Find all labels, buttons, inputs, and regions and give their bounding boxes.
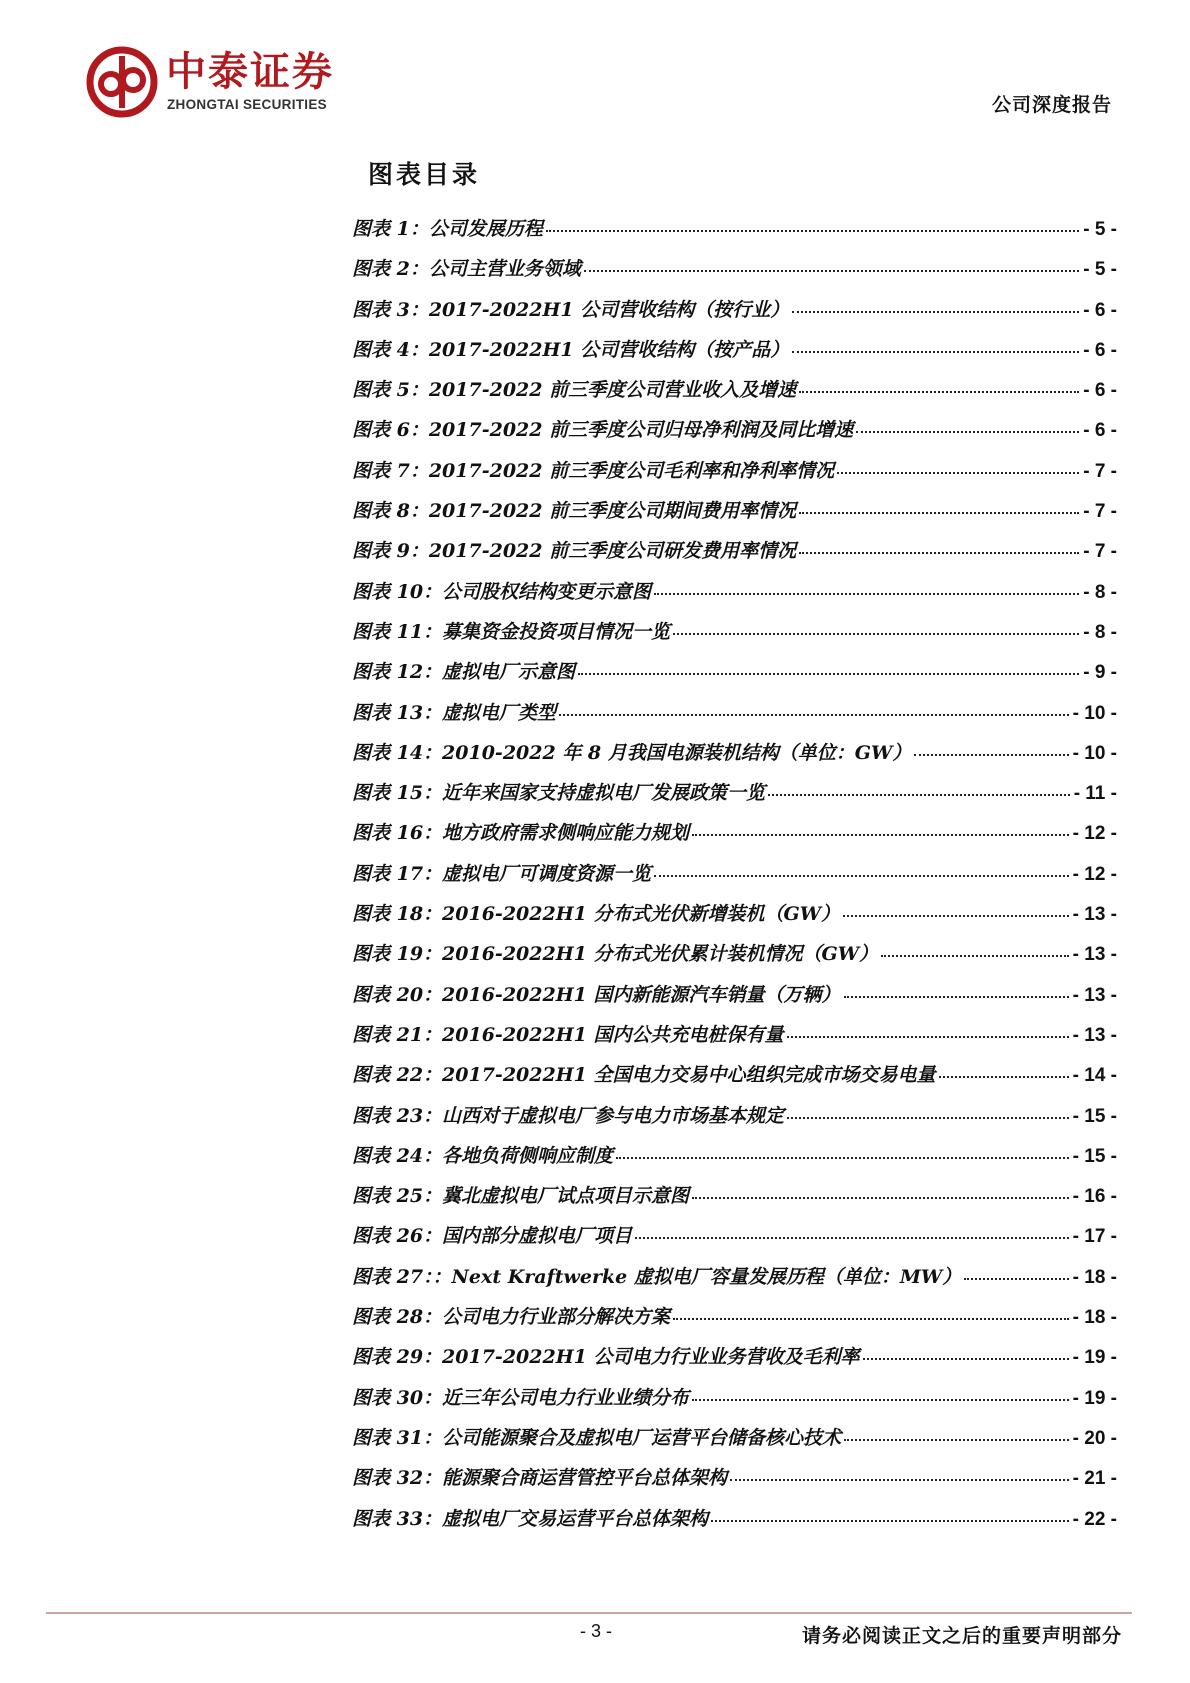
toc-entry-label[interactable]: 图表 21：2016-2022H1 国内公共充电桩保有量	[352, 1023, 784, 1046]
toc-entry[interactable]	[352, 1221, 1117, 1261]
toc-entry-page[interactable]: - 6 -	[1083, 339, 1117, 361]
toc-entry-label[interactable]: 图表 11：募集资金投资项目情况一览	[352, 620, 671, 643]
toc-entry[interactable]	[352, 899, 1117, 939]
toc-entry-label[interactable]: 图表 17：虚拟电厂可调度资源一览	[352, 862, 652, 885]
toc-entry[interactable]	[352, 1141, 1117, 1181]
toc-dot-leader	[792, 351, 1079, 353]
toc-entry[interactable]	[352, 1504, 1117, 1544]
toc-entry-page[interactable]: - 7 -	[1083, 541, 1117, 563]
toc-dot-leader	[673, 633, 1079, 635]
toc-dot-leader	[578, 673, 1079, 675]
toc-entry[interactable]	[352, 617, 1117, 657]
toc-entry-page[interactable]: - 6 -	[1083, 299, 1117, 321]
toc-entry-label[interactable]: 图表 15：近年来国家支持虚拟电厂发展政策一览	[352, 782, 766, 805]
toc-entry-page[interactable]: - 6 -	[1083, 380, 1117, 402]
toc-entry-page[interactable]: - 10 -	[1072, 742, 1117, 764]
toc-entry-page[interactable]: - 10 -	[1072, 702, 1117, 724]
toc-entry[interactable]	[352, 657, 1117, 697]
toc-dot-leader	[768, 794, 1070, 796]
brand-name-en: ZHONGTAI SECURITIES	[167, 97, 327, 112]
toc-entry-page[interactable]: - 13 -	[1072, 904, 1117, 926]
toc-entry-page[interactable]: - 6 -	[1083, 420, 1117, 442]
toc-entry-page[interactable]: - 16 -	[1072, 1186, 1117, 1208]
toc-entry[interactable]	[352, 1463, 1117, 1503]
toc-entry-page[interactable]: - 11 -	[1073, 783, 1117, 805]
toc-entry-label[interactable]: 图表 30：近三年公司电力行业业绩分布	[352, 1386, 690, 1409]
toc-entry-label[interactable]: 图表 24：各地负荷侧响应制度	[352, 1144, 614, 1167]
toc-dot-leader	[799, 552, 1079, 554]
toc-entry-label[interactable]: 图表 16：地方政府需求侧响应能力规划	[352, 822, 690, 845]
toc-dot-leader	[692, 1399, 1069, 1401]
toc-entry-label[interactable]: 图表 3：2017-2022H1 公司营收结构（按行业）	[352, 298, 790, 321]
toc-entry-page[interactable]: - 13 -	[1072, 984, 1117, 1006]
page-header	[0, 0, 1190, 130]
toc-entry-page[interactable]: - 12 -	[1072, 863, 1117, 885]
toc-entry-page[interactable]: - 17 -	[1072, 1226, 1117, 1248]
toc-entry-label[interactable]: 图表 12：虚拟电厂示意图	[352, 661, 576, 684]
toc-dot-leader	[546, 230, 1079, 232]
toc-entry-page[interactable]: - 14 -	[1072, 1065, 1117, 1087]
toc-title: 图表目录	[368, 160, 481, 189]
toc-entry[interactable]	[352, 375, 1117, 415]
toc-entry-page[interactable]: - 8 -	[1083, 621, 1117, 643]
toc-entry-page[interactable]: - 12 -	[1072, 823, 1117, 845]
toc-entry[interactable]	[352, 1020, 1117, 1060]
toc-entry-label[interactable]: 图表 28：公司电力行业部分解决方案	[352, 1306, 671, 1329]
toc-entry[interactable]	[352, 1342, 1117, 1382]
toc-dot-leader	[673, 1318, 1069, 1320]
toc-entry-label[interactable]: 图表 23：山西对于虚拟电厂参与电力市场基本规定	[352, 1104, 785, 1127]
toc-entry-label[interactable]: 图表 10：公司股权结构变更示意图	[352, 580, 652, 603]
toc-entry-label[interactable]: 图表 29：2017-2022H1 公司电力行业业务营收及毛利率	[352, 1346, 860, 1369]
toc-entry-label[interactable]: 图表 22：2017-2022H1 全国电力交易中心组织完成市场交易电量	[352, 1064, 936, 1087]
toc-entry-page[interactable]: - 8 -	[1083, 581, 1117, 603]
toc-entry-label[interactable]: 图表 5：2017-2022 前三季度公司营业收入及增速	[352, 379, 797, 402]
toc-entry[interactable]	[352, 980, 1117, 1020]
toc-entry-label[interactable]: 图表 26：国内部分虚拟电厂项目	[352, 1225, 633, 1248]
toc-entry-label[interactable]: 图表 13：虚拟电厂类型	[352, 701, 557, 724]
toc-dot-leader	[616, 1157, 1069, 1159]
toc-entry-page[interactable]: - 18 -	[1072, 1266, 1117, 1288]
toc-dot-leader	[654, 593, 1079, 595]
page-number: - 3 -	[580, 1621, 613, 1641]
toc-entry[interactable]	[352, 214, 1117, 254]
brand-name-cn: 中泰证券	[166, 49, 334, 95]
toc-entry[interactable]	[352, 1302, 1117, 1342]
footer-divider	[46, 1612, 1132, 1614]
toc-entry-page[interactable]: - 22 -	[1072, 1508, 1117, 1530]
toc-dot-leader	[881, 955, 1069, 957]
toc-entry-page[interactable]: - 18 -	[1072, 1307, 1117, 1329]
toc-dot-leader	[914, 754, 1068, 756]
toc-dot-leader	[730, 1479, 1069, 1481]
toc-dot-leader	[559, 714, 1069, 716]
toc-entry-label[interactable]: 图表 25：冀北虚拟电厂试点项目示意图	[352, 1185, 690, 1208]
toc-dot-leader	[844, 1439, 1069, 1441]
toc-entry[interactable]	[352, 536, 1117, 576]
toc-entry-page[interactable]: - 5 -	[1083, 259, 1117, 281]
toc-entry[interactable]	[352, 939, 1117, 979]
toc-entry[interactable]	[352, 1181, 1117, 1221]
toc-entry-page[interactable]: - 7 -	[1083, 501, 1117, 523]
toc-entry-label[interactable]: 图表 4：2017-2022H1 公司营收结构（按产品）	[352, 338, 790, 361]
toc-dot-leader	[856, 431, 1079, 433]
toc-dot-leader	[799, 512, 1079, 514]
footer-disclaimer: 请务必阅读正文之后的重要声明部分	[801, 1625, 1122, 1647]
toc-entry[interactable]	[352, 415, 1117, 455]
toc-entry-page[interactable]: - 7 -	[1083, 460, 1117, 482]
toc-entry[interactable]	[352, 254, 1117, 294]
toc-dot-leader	[939, 1076, 1069, 1078]
zhongtai-logo-icon	[86, 46, 158, 118]
toc-entry-page[interactable]: - 15 -	[1072, 1145, 1117, 1167]
toc-list	[352, 214, 1117, 1544]
toc-entry[interactable]	[352, 1262, 1117, 1302]
toc-entry-label[interactable]: 图表 31：公司能源聚合及虚拟电厂运营平台储备核心技术	[352, 1426, 842, 1449]
toc-dot-leader	[654, 875, 1069, 877]
toc-dot-leader	[799, 391, 1079, 393]
toc-dot-leader	[692, 1197, 1069, 1199]
toc-dot-leader	[584, 270, 1079, 272]
toc-dot-leader	[863, 1358, 1069, 1360]
toc-entry[interactable]	[352, 577, 1117, 617]
toc-dot-leader	[964, 1278, 1068, 1280]
toc-entry[interactable]	[352, 1060, 1117, 1100]
toc-entry[interactable]	[352, 456, 1117, 496]
toc-dot-leader	[792, 311, 1079, 313]
toc-entry[interactable]	[352, 1101, 1117, 1141]
toc-entry-page[interactable]: - 13 -	[1072, 944, 1117, 966]
toc-entry-label[interactable]: 图表 9：2017-2022 前三季度公司研发费用率情况	[352, 540, 797, 563]
toc-dot-leader	[787, 1036, 1069, 1038]
toc-dot-leader	[635, 1237, 1069, 1239]
toc-entry-page[interactable]: - 15 -	[1072, 1105, 1117, 1127]
toc-entry-page[interactable]: - 5 -	[1083, 219, 1117, 240]
toc-dot-leader	[844, 996, 1069, 998]
toc-entry-label[interactable]: 图表 1：公司发展历程	[352, 218, 543, 240]
toc-entry-page[interactable]: - 21 -	[1072, 1468, 1117, 1490]
toc-entry-label[interactable]: 图表 32：能源聚合商运营管控平台总体架构	[352, 1467, 728, 1490]
toc-dot-leader	[692, 834, 1069, 836]
toc-entry-label[interactable]: 图表 7：2017-2022 前三季度公司毛利率和净利率情况	[352, 459, 835, 482]
toc-entry-label[interactable]: 图表 19：2016-2022H1 分布式光伏累计装机情况（GW）	[352, 943, 879, 966]
toc-entry[interactable]	[352, 295, 1117, 335]
toc-entry[interactable]	[352, 1423, 1117, 1463]
toc-entry-label[interactable]: 图表 6：2017-2022 前三季度公司归母净利润及同比增速	[352, 419, 854, 442]
toc-entry-label[interactable]: 图表 14：2010-2022 年 8 月我国电源装机结构（单位：GW）	[352, 741, 912, 764]
toc-entry-page[interactable]: - 13 -	[1072, 1024, 1117, 1046]
toc-entry[interactable]	[352, 1383, 1117, 1423]
toc-entry-page[interactable]: - 19 -	[1072, 1347, 1117, 1369]
toc-dot-leader	[843, 915, 1069, 917]
toc-entry[interactable]	[352, 738, 1117, 778]
toc-entry-page[interactable]: - 9 -	[1083, 662, 1117, 684]
toc-entry-label[interactable]: 图表 18：2016-2022H1 分布式光伏新增装机（GW）	[352, 903, 841, 926]
toc-entry-label[interactable]: 图表 20：2016-2022H1 国内新能源汽车销量（万辆）	[352, 983, 841, 1006]
toc-entry[interactable]	[352, 335, 1117, 375]
toc-entry-label[interactable]: 图表 27：：Next Kraftwerke 虚拟电厂容量发展历程（单位：MW）	[352, 1265, 962, 1288]
toc-entry[interactable]	[352, 818, 1117, 858]
toc-entry-label[interactable]: 图表 2：公司主营业务领域	[352, 258, 581, 281]
toc-entry-label[interactable]: 图表 33：虚拟电厂交易运营平台总体架构	[352, 1507, 709, 1530]
toc-dot-leader	[711, 1520, 1069, 1522]
toc-entry[interactable]	[352, 698, 1117, 738]
toc-entry[interactable]	[352, 859, 1117, 899]
toc-entry-page[interactable]: - 19 -	[1072, 1387, 1117, 1409]
toc-entry-label[interactable]: 图表 8：2017-2022 前三季度公司期间费用率情况	[352, 500, 797, 523]
toc-dot-leader	[837, 472, 1079, 474]
toc-dot-leader	[787, 1117, 1069, 1119]
toc-entry-page[interactable]: - 20 -	[1072, 1427, 1117, 1449]
report-type-label: 公司深度报告	[991, 94, 1112, 116]
toc-entry[interactable]	[352, 496, 1117, 536]
toc-entry[interactable]	[352, 778, 1117, 818]
